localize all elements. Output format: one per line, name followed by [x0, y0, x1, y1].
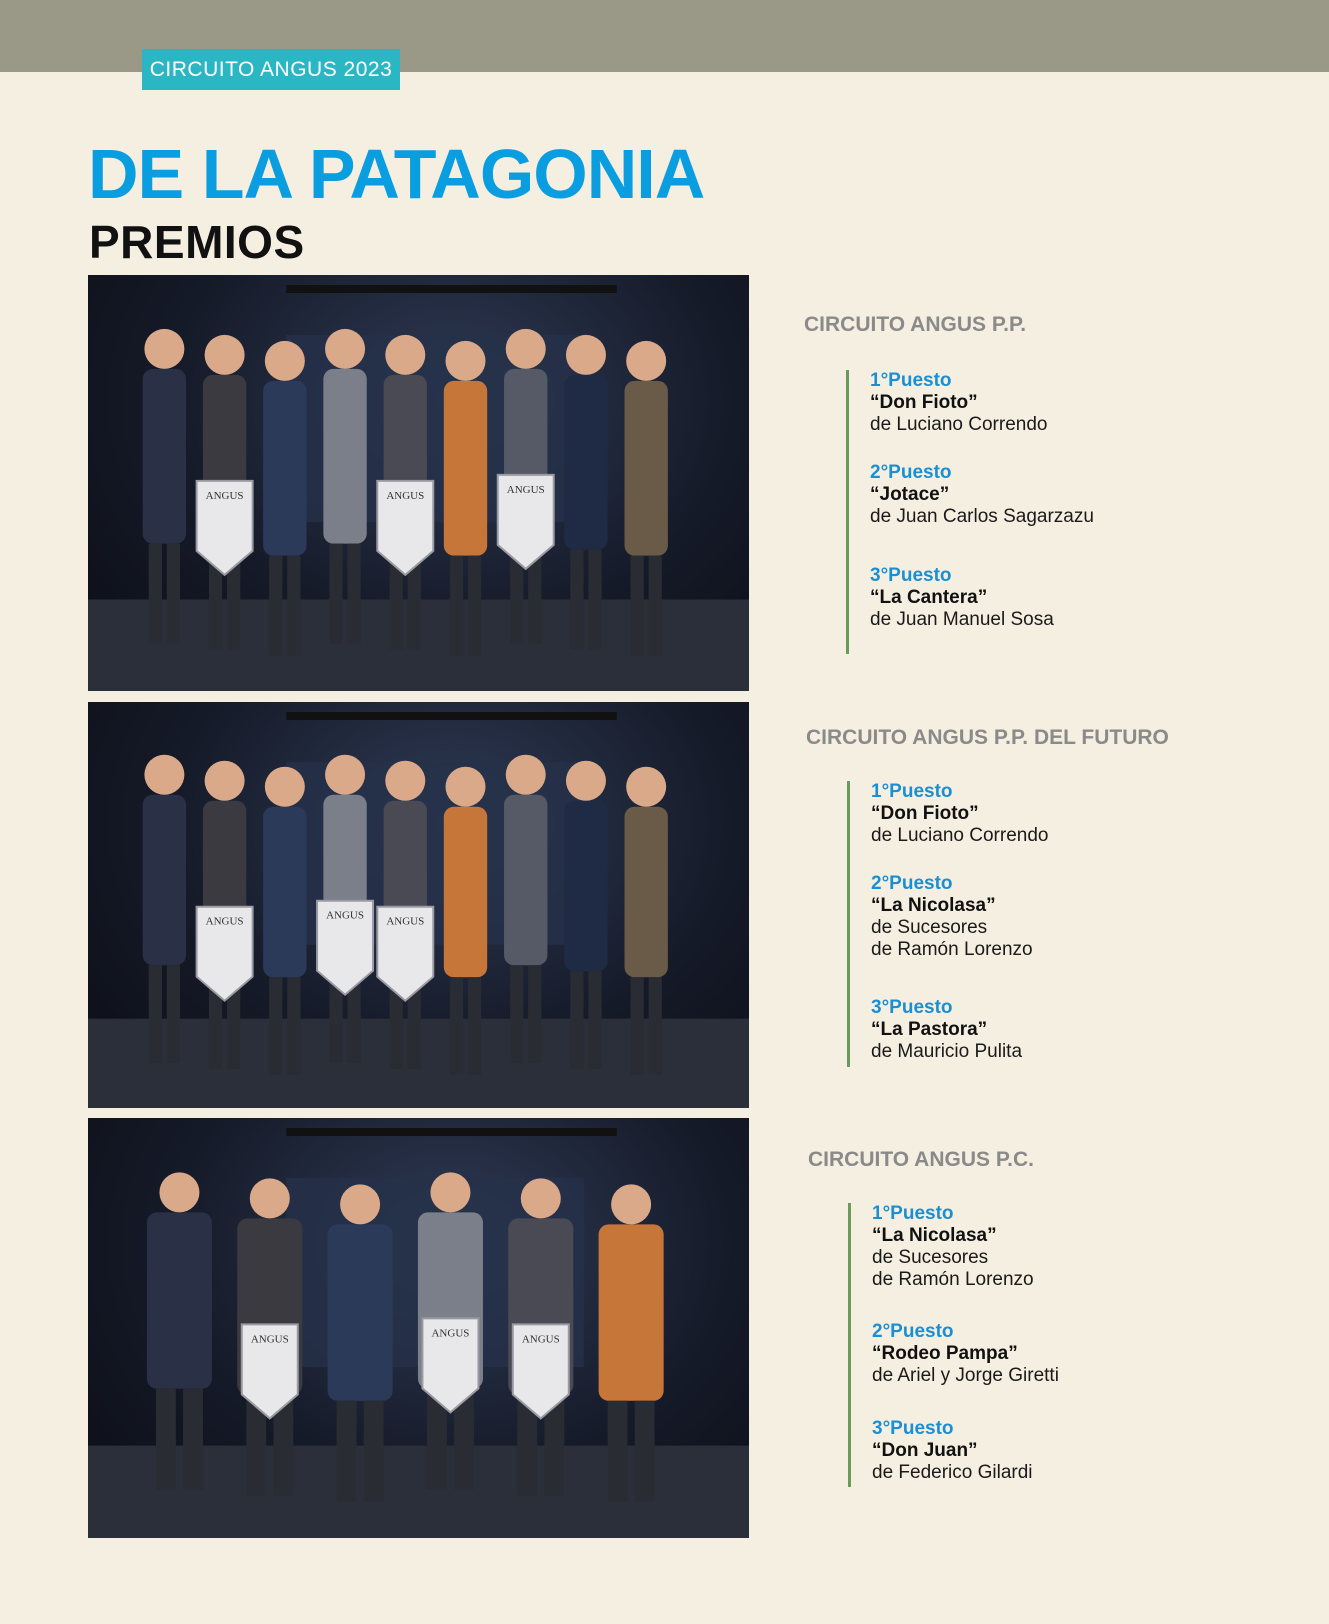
banner-label: ANGUS — [431, 1327, 470, 1340]
photo-circuito-pp-futuro — [88, 702, 749, 1108]
banner-label: ANGUS — [506, 483, 545, 496]
award-owner: de Ramón Lorenzo — [872, 1269, 1034, 1290]
person — [504, 755, 547, 1063]
award-owner: de Mauricio Pulita — [871, 1041, 1023, 1062]
page-subtitle: PREMIOS — [89, 216, 305, 268]
award-banner — [197, 481, 253, 575]
person — [143, 755, 186, 1063]
stage-truss — [286, 1128, 617, 1136]
award-name: “Jotace” — [870, 484, 950, 505]
person — [143, 329, 186, 644]
award-place: 1°Puesto — [870, 370, 952, 391]
award-2 — [870, 462, 1094, 528]
person — [147, 1172, 212, 1489]
award-banner — [377, 907, 433, 1001]
award-3 — [871, 997, 1022, 1063]
award-name: “La Cantera” — [870, 587, 988, 608]
person — [323, 329, 366, 644]
award-place: 2°Puesto — [872, 1321, 954, 1342]
award-place: 3°Puesto — [871, 997, 953, 1018]
section-title-pp: CIRCUITO ANGUS P.P. — [804, 313, 1027, 336]
awards-list-pp-futuro — [847, 781, 1147, 1067]
banner-label: ANGUS — [205, 489, 244, 502]
award-owner: de Sucesores — [871, 917, 988, 938]
award-2 — [872, 1321, 1059, 1387]
award-place: 1°Puesto — [872, 1203, 954, 1224]
award-owner: de Ramón Lorenzo — [871, 939, 1033, 960]
award-2 — [871, 873, 1033, 961]
banner-label: ANGUS — [250, 1333, 289, 1346]
banner-label: ANGUS — [386, 489, 425, 502]
people-group-illustration — [88, 1118, 749, 1538]
page-title: DE LA PATAGONIA — [88, 135, 705, 213]
section-tag: CIRCUITO ANGUS 2023 — [142, 49, 400, 90]
award-owner: de Federico Gilardi — [872, 1462, 1033, 1483]
stage-truss — [286, 285, 617, 293]
award-place: 3°Puesto — [872, 1418, 954, 1439]
award-owner: de Luciano Correndo — [870, 414, 1048, 435]
awards-list-pc — [848, 1203, 1148, 1487]
award-1 — [872, 1203, 1034, 1291]
award-owner: de Juan Manuel Sosa — [870, 609, 1054, 630]
award-banner — [317, 901, 373, 995]
award-banner — [197, 907, 253, 1001]
banner-label: ANGUS — [205, 915, 244, 928]
people-group-illustration — [88, 275, 749, 691]
award-place: 1°Puesto — [871, 781, 953, 802]
award-banner — [377, 481, 433, 575]
award-1 — [870, 370, 1047, 436]
award-owner: de Sucesores — [872, 1247, 989, 1268]
award-3 — [872, 1418, 1033, 1484]
award-name: “Don Fioto” — [870, 392, 978, 413]
banner-label: ANGUS — [521, 1333, 560, 1346]
banner-label: ANGUS — [326, 909, 365, 922]
award-name: “Don Fioto” — [871, 803, 979, 824]
award-place: 2°Puesto — [871, 873, 953, 894]
award-3 — [870, 565, 1054, 631]
award-place: 2°Puesto — [870, 462, 952, 483]
stage-truss — [286, 712, 617, 720]
awards-list-pp — [846, 370, 1146, 654]
award-name: “La Pastora” — [871, 1019, 988, 1040]
award-banner — [498, 475, 554, 569]
photo-circuito-pc — [88, 1118, 749, 1538]
award-name: “La Nicolasa” — [871, 895, 996, 916]
photo-circuito-pp — [88, 275, 749, 691]
award-owner: de Luciano Correndo — [871, 825, 1049, 846]
section-title-pp-futuro: CIRCUITO ANGUS P.P. DEL FUTURO — [806, 726, 1169, 749]
award-name: “Rodeo Pampa” — [872, 1343, 1018, 1364]
award-place: 3°Puesto — [870, 565, 952, 586]
people-group-illustration — [88, 702, 749, 1108]
award-owner: de Juan Carlos Sagarzazu — [870, 506, 1094, 527]
banner-label: ANGUS — [386, 915, 425, 928]
award-name: “La Nicolasa” — [872, 1225, 997, 1246]
award-owner: de Ariel y Jorge Giretti — [872, 1365, 1059, 1386]
section-title-pc: CIRCUITO ANGUS P.C. — [808, 1148, 1034, 1171]
award-1 — [871, 781, 1048, 847]
award-name: “Don Juan” — [872, 1440, 978, 1461]
